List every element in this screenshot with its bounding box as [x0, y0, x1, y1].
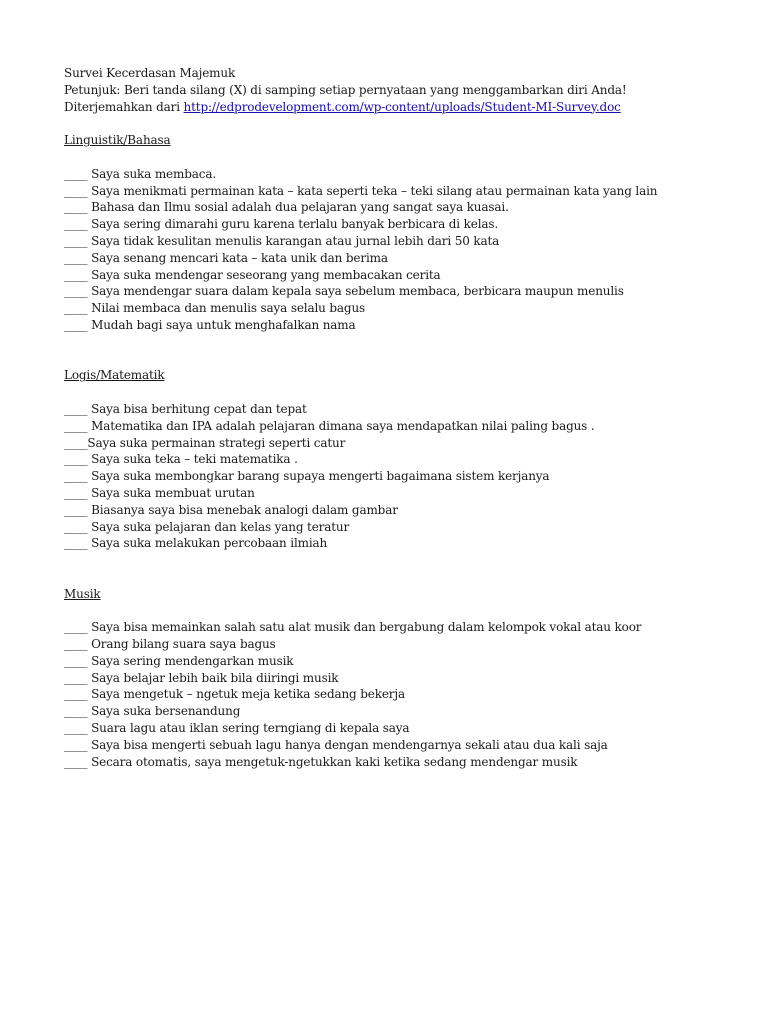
item-text: Saya suka teka – teki matematika .: [87, 452, 298, 467]
list-item: [64, 619, 744, 636]
list-item: [64, 653, 744, 670]
item-text: Saya bisa berhitung cepat dan tepat: [87, 401, 307, 416]
answer-blank[interactable]: ____: [64, 183, 88, 198]
answer-blank[interactable]: ____: [64, 401, 88, 416]
list-item: [64, 485, 744, 502]
list-item: [64, 519, 744, 536]
answer-blank[interactable]: ____: [64, 536, 88, 551]
list-item: [64, 300, 744, 317]
list-item: [64, 636, 744, 653]
list-item: [64, 183, 744, 200]
answer-blank[interactable]: ____: [64, 217, 88, 232]
answer-blank[interactable]: ____: [64, 435, 88, 450]
item-list: [64, 401, 744, 552]
item-list: [64, 619, 744, 770]
list-item: [64, 418, 744, 435]
list-item: [64, 233, 744, 250]
answer-blank[interactable]: ____: [64, 301, 88, 316]
list-item: [64, 267, 744, 284]
list-item: [64, 401, 744, 418]
document-page: [64, 65, 744, 770]
item-text: Saya mendengar suara dalam kepala saya sebelum membaca, berbicara maupun menulis: [87, 284, 624, 299]
answer-blank[interactable]: ____: [64, 737, 88, 752]
item-text: Saya suka permainan strategi seperti catur: [87, 435, 346, 450]
list-item: [64, 670, 744, 687]
answer-blank[interactable]: ____: [64, 166, 88, 181]
answer-blank[interactable]: ____: [64, 620, 88, 635]
answer-blank[interactable]: ____: [64, 721, 88, 736]
list-item: [64, 535, 744, 552]
item-text: Saya bisa mengerti sebuah lagu hanya dengan mendengarnya sekali atau dua kali saja: [87, 737, 608, 752]
item-text: Mudah bagi saya untuk menghafalkan nama: [87, 317, 356, 332]
item-text: Suara lagu atau iklan sering terngiang di kepala saya: [87, 721, 410, 736]
answer-blank[interactable]: ____: [64, 284, 88, 299]
answer-blank[interactable]: ____: [64, 267, 88, 282]
answer-blank[interactable]: ____: [64, 485, 88, 500]
list-item: [64, 686, 744, 703]
item-text: Saya suka bersenandung: [87, 704, 241, 719]
answer-blank[interactable]: ____: [64, 687, 88, 702]
list-item: [64, 216, 744, 233]
item-text: Saya sering mendengarkan musik: [87, 653, 294, 668]
answer-blank[interactable]: ____: [64, 418, 88, 433]
answer-blank[interactable]: ____: [64, 317, 88, 332]
answer-blank[interactable]: ____: [64, 250, 88, 265]
list-item: [64, 703, 744, 720]
answer-blank[interactable]: ____: [64, 233, 88, 248]
list-item: [64, 435, 744, 452]
item-text: Saya suka membuat urutan: [87, 485, 255, 500]
answer-blank[interactable]: ____: [64, 653, 88, 668]
item-text: Secara otomatis, saya mengetuk-ngetukkan kaki ketika sedang mendengar musik: [87, 754, 578, 769]
section-musik: [64, 586, 744, 771]
list-item: [64, 468, 744, 485]
answer-blank[interactable]: ____: [64, 670, 88, 685]
list-item: [64, 199, 744, 216]
item-text: Biasanya saya bisa menebak analogi dalam gambar: [87, 502, 398, 517]
item-text: Saya bisa memainkan salah satu alat musik dan bergabung dalam kelompok vokal atau koor: [87, 620, 642, 635]
section-heading: Logis/Matematik: [64, 368, 165, 383]
section-linguistik: [64, 132, 744, 334]
list-item: [64, 754, 744, 771]
section-logis-matematik: [64, 367, 744, 552]
section-heading: Linguistik/Bahasa: [64, 133, 171, 148]
item-text: Saya suka mendengar seseorang yang membacakan cerita: [87, 267, 441, 282]
list-item: [64, 502, 744, 519]
list-item: [64, 250, 744, 267]
survey-title: Survei Kecerdasan Majemuk: [64, 66, 236, 80]
answer-blank[interactable]: ____: [64, 502, 88, 517]
source-link[interactable]: http://edprodevelopment.com/wp-content/uploads/Student-MI-Survey.doc: [183, 99, 621, 114]
answer-blank[interactable]: ____: [64, 452, 88, 467]
list-item: [64, 317, 744, 334]
item-text: Saya suka membongkar barang supaya mengerti bagaimana sistem kerjanya: [87, 469, 550, 484]
item-text: Saya suka melakukan percobaan ilmiah: [87, 536, 328, 551]
list-item: [64, 451, 744, 468]
item-text: Saya sering dimarahi guru karena terlalu banyak berbicara di kelas.: [87, 217, 499, 232]
answer-blank[interactable]: ____: [64, 469, 88, 484]
translation-prefix: Diterjemahkan dari: [64, 99, 184, 114]
answer-blank[interactable]: ____: [64, 637, 88, 652]
answer-blank[interactable]: ____: [64, 754, 88, 769]
item-text: Saya suka membaca.: [87, 166, 217, 181]
list-item: [64, 720, 744, 737]
item-list: [64, 166, 744, 334]
answer-blank[interactable]: ____: [64, 519, 88, 534]
item-text: Nilai membaca dan menulis saya selalu bagus: [87, 301, 366, 316]
list-item: [64, 737, 744, 754]
list-item: [64, 166, 744, 183]
item-text: Saya menikmati permainan kata – kata seperti teka – teki silang atau permainan kata yang lain: [87, 183, 658, 198]
survey-instructions: Petunjuk: Beri tanda silang (X) di samping setiap pernyataan yang menggambarkan diri Anda!: [64, 82, 627, 97]
list-item: [64, 283, 744, 300]
item-text: Saya suka pelajaran dan kelas yang teratur: [87, 519, 350, 534]
answer-blank[interactable]: ____: [64, 704, 88, 719]
item-text: Saya belajar lebih baik bila diiringi musik: [87, 670, 339, 685]
answer-blank[interactable]: ____: [64, 200, 88, 215]
translation-source-line: [64, 99, 744, 116]
section-heading: Musik: [64, 586, 101, 601]
item-text: Saya senang mencari kata – kata unik dan berima: [87, 250, 388, 265]
item-text: Matematika dan IPA adalah pelajaran dimana saya mendapatkan nilai paling bagus .: [87, 418, 595, 433]
item-text: Orang bilang suara saya bagus: [87, 637, 276, 652]
item-text: Saya mengetuk – ngetuk meja ketika sedang bekerja: [87, 687, 405, 702]
item-text: Saya tidak kesulitan menulis karangan atau jurnal lebih dari 50 kata: [87, 233, 500, 248]
item-text: Bahasa dan Ilmu sosial adalah dua pelajaran yang sangat saya kuasai.: [87, 200, 509, 215]
